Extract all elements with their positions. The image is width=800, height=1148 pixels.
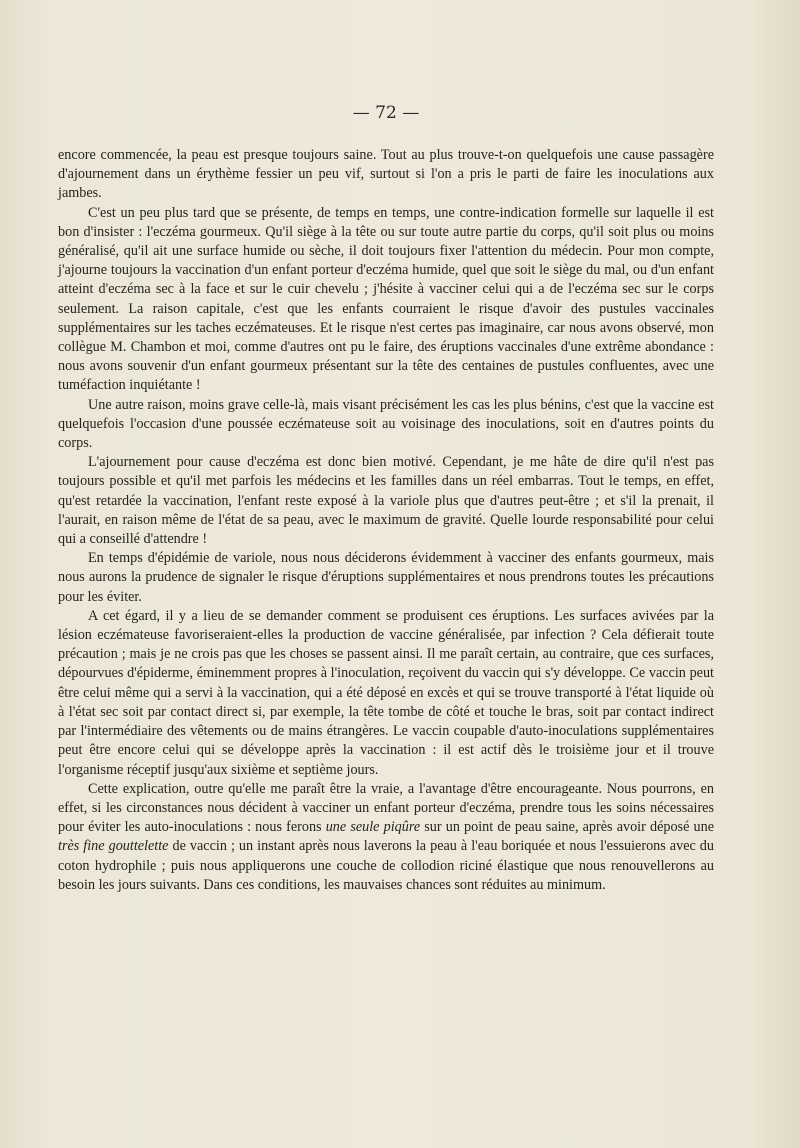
text-segment: encore commencée, la peau est presque toujours saine. Tout au plus trouve-t-on quelquefois une cause passagère d'ajournement dans un érythème fessier un peu vif, surtout si l'on a pris le parti de faire les inoculations aux jambes. [58,147,714,202]
paragraph-6 [58,607,714,780]
text-segment: Une autre raison, moins grave celle-là, mais visant précisément les cas les plus bénins, c'est que la vaccine est quelquefois l'occasion d'une poussée eczémateuse soit au voisinage des inoculations, soit en d'autres points du corps. [58,396,714,452]
text-segment: En temps d'épidémie de variole, nous nous déciderons évidemment à vacciner des enfants gourmeux, mais nous aurons la prudence de signaler le risque d'éruptions supplémentaires et nous prendrons toutes les précautions pour les éviter. [58,550,714,605]
text-segment: Cette explication, outre qu'elle me paraît être la vraie, a l'avantage d'être encourageante. Nous pourrons, en effet, si les circonstances nous décident à vacciner un enfant porteur d'eczéma, prendre tous les soins nécessaires pour éviter les auto-inoculations : nous ferons [58,780,714,836]
text-segment: A cet égard, il y a lieu de se demander comment se produisent ces éruptions. Les surfaces avivées par la lésion eczémateuse favoriseraient-elles la production de vaccine généralisée, par infection ? Cela défierait toute précaution ; mais je ne crois pas que les choses se passent ainsi. Il me paraît certain, au contraire, que ces surfaces, dépourvues d'épiderme, éminemment propres à l'inoculation, reçoivent du vaccin qui s'y développe. Ce vaccin peut être celui même qui a servi à la vaccination, qui a été déposé en excès et qui se trouve transporté à l'état liquide où à l'état sec soit par contact direct si, par exemple, la tête tombe de côté et touche le bras, soit par contact indirect par l'intermédiaire des vêtements ou de mains étrangères. Le vaccin coupable d'auto-inoculations supplémentaires peut être encore celui qui se développe après la vaccination : il est actif dès le troisième jour et il trouve l'organisme réceptif jusqu'aux sixième et septième jours. [58,607,714,778]
text-segment: de vaccin ; un instant après nous laverons la peau à l'eau boriquée et nous l'essuierons avec du coton hydrophile ; puis nous appliquerons une couche de collodion riciné élastique que nous renouvellerons au besoin les jours suivants. Dans ces conditions, les mauvaises chances sont réduites au minimum. [58,838,714,893]
paragraph-4 [58,453,714,549]
paragraph-3 [58,396,714,454]
text-segment: C'est un peu plus tard que se présente, de temps en temps, une contre-indication formelle sur laquelle il est bon d'insister : l'eczéma gourmeux. Qu'il siège à la tête ou sur toute autre partie du corps, qu'il soit plus ou moins généralisé, qu'il ait une surface humide ou sèche, il doit toujours fixer l'attention du médecin. Pour mon compte, j'ajourne toujours la vaccination d'un enfant porteur d'eczéma humide, quel que soit le siège du mal, ou d'un enfant atteint d'eczéma sec à la face et sur le cuir chevelu ; j'hésite à vacciner celui qui a de l'eczéma sec sur le corps seulement. La raison capitale, c'est que les enfants courraient le risque d'avoir des pustules vaccinales supplémentaires sur les taches eczémateuses. Et le risque n'est certes pas imaginaire, car nous avons observé, mon collègue M. Chambon et moi, comme d'autres ont pu le faire, des éruptions vaccinales d'une extrême abondance : nous avons souvenir d'un enfant gourmeux présentant sur la tête des centaines de pustules confluentes, avec une tuméfaction inquiétante ! [58,204,714,394]
page-number: — 72 — [352,103,420,123]
text-segment: L'ajournement pour cause d'eczéma est donc bien motivé. Cependant, je me hâte de dire qu'il n'est pas toujours possible et qu'il met parfois les médecins et les familles dans un réel embarras. Tout le temps, en effet, qu'est retardée la vaccination, l'enfant reste exposé à la variole plus que d'autres peut-être ; et s'il la prenait, il l'aurait, en raison même de l'état de sa peau, avec le maximum de gravité. Quelle lourde responsabilité pour celui qui a conseillé d'attendre ! [58,454,714,548]
paragraph-1 [58,146,714,204]
paragraph-2 [58,204,714,396]
body-text [58,146,714,895]
paragraph-5 [58,549,714,607]
text-segment: sur un point de peau saine, après avoir déposé une [420,819,714,836]
italic-text: une seule piqûre [325,819,421,836]
paragraph-7 [58,780,714,895]
italic-text: très fine gouttelette [58,838,169,855]
